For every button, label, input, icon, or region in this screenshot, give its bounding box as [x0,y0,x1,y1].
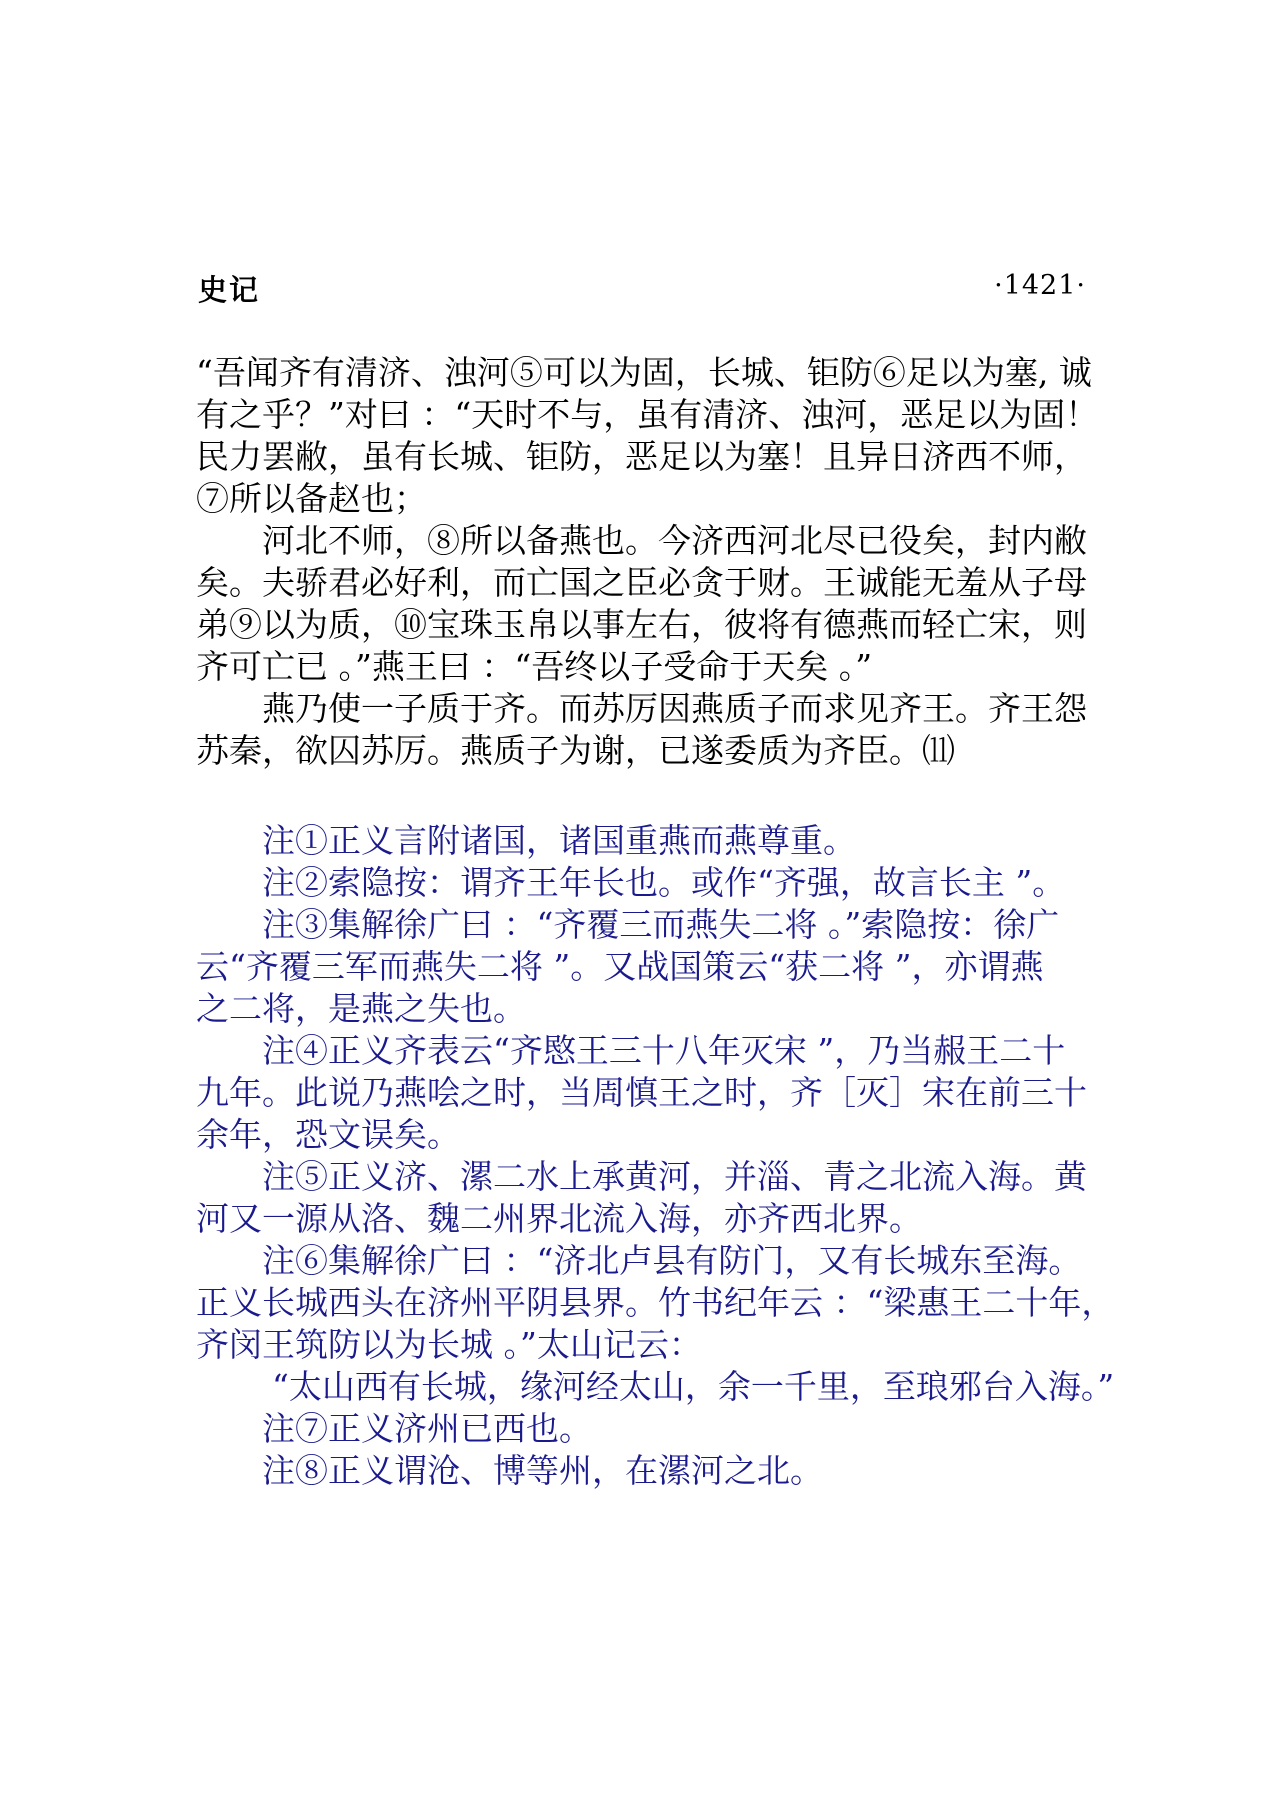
note-line: 注②索隐按：谓齐王年长也。或作“齐强，故言长主 ”。 [262,863,1066,902]
main-line: 弟⑨以为质，⑩宝珠玉帛以事左右，彼将有德燕而轻亡宋，则 [196,605,1087,644]
main-line: 齐可亡已 。”燕王曰 ：“吾终以子受命于天矣 。” [196,647,873,686]
note-line: 注④正义齐表云“齐愍王三十八年灭宋 ”，乃当赧王二十 [262,1031,1066,1070]
main-line: 河北不师，⑧所以备燕也。今济西河北尽已役矣，封内敝 [262,521,1087,560]
note-line: 注⑧正义谓沧、博等州，在漯河之北。 [262,1451,823,1490]
note-line: 云“齐覆三军而燕失二将 ”。又战国策云“获二将 ”，亦谓燕 [196,947,1044,986]
note-line: “太山西有长城，缘河经太山，余一千里，至琅邪台入海。” [272,1367,1115,1406]
main-line: ⑦所以备赵也； [196,479,427,518]
note-line: 注③集解徐广曰 ：“齐覆三而燕失二将 。”索隐按：徐广 [262,905,1060,944]
note-line: 正义长城西头在济州平阴县界。竹书纪年云 ：“梁惠王二十年， [196,1283,1115,1322]
page-header [198,268,1086,308]
main-text [196,352,1099,772]
note-line: 注⑤正义济、漯二水上承黄河，并淄、青之北流入海。黄 [262,1157,1087,1196]
note-line: 注⑥集解徐广曰 ：“济北卢县有防门，又有长城东至海。 [262,1241,1082,1280]
note-line: 注⑦正义济州已西也。 [262,1409,592,1448]
book-title: 史记 [198,273,261,307]
note-line: 齐闵王筑防以为长城 。”太山记云： [196,1325,702,1364]
page-number: ·1421· [994,270,1086,301]
note-line: 河又一源从洛、魏二州界北流入海，亦齐西北界。 [196,1199,922,1238]
annotations [196,820,1115,1492]
main-line: 矣。夫骄君必好利，而亡国之臣必贪于财。王诚能无羞从子母 [196,563,1087,602]
main-line: 有之乎？”对曰 ：“天时不与，虽有清济、浊河，恶足以为固！ [196,395,1099,434]
main-line: “吾闻齐有清济、浊河⑤可以为固，长城、钜防⑥足以为塞, 诚 [196,353,1092,392]
note-line: 九年。此说乃燕哙之时，当周慎王之时，齐［灭］宋在前三十 [196,1073,1087,1112]
main-line: 苏秦，欲囚苏厉。燕质子为谢，已遂委质为齐臣。⑾ [196,731,955,770]
note-line: 之二将，是燕之失也。 [196,989,526,1028]
main-line: 民力罢敝，虽有长城、钜防，恶足以为塞！且异日济西不师， [196,437,1087,476]
main-line: 燕乃使一子质于齐。而苏厉因燕质子而求见齐王。齐王怨 [262,689,1087,728]
note-line: 注①正义言附诸国，诸国重燕而燕尊重。 [262,821,856,860]
note-line: 余年，恐文误矣。 [196,1115,460,1154]
